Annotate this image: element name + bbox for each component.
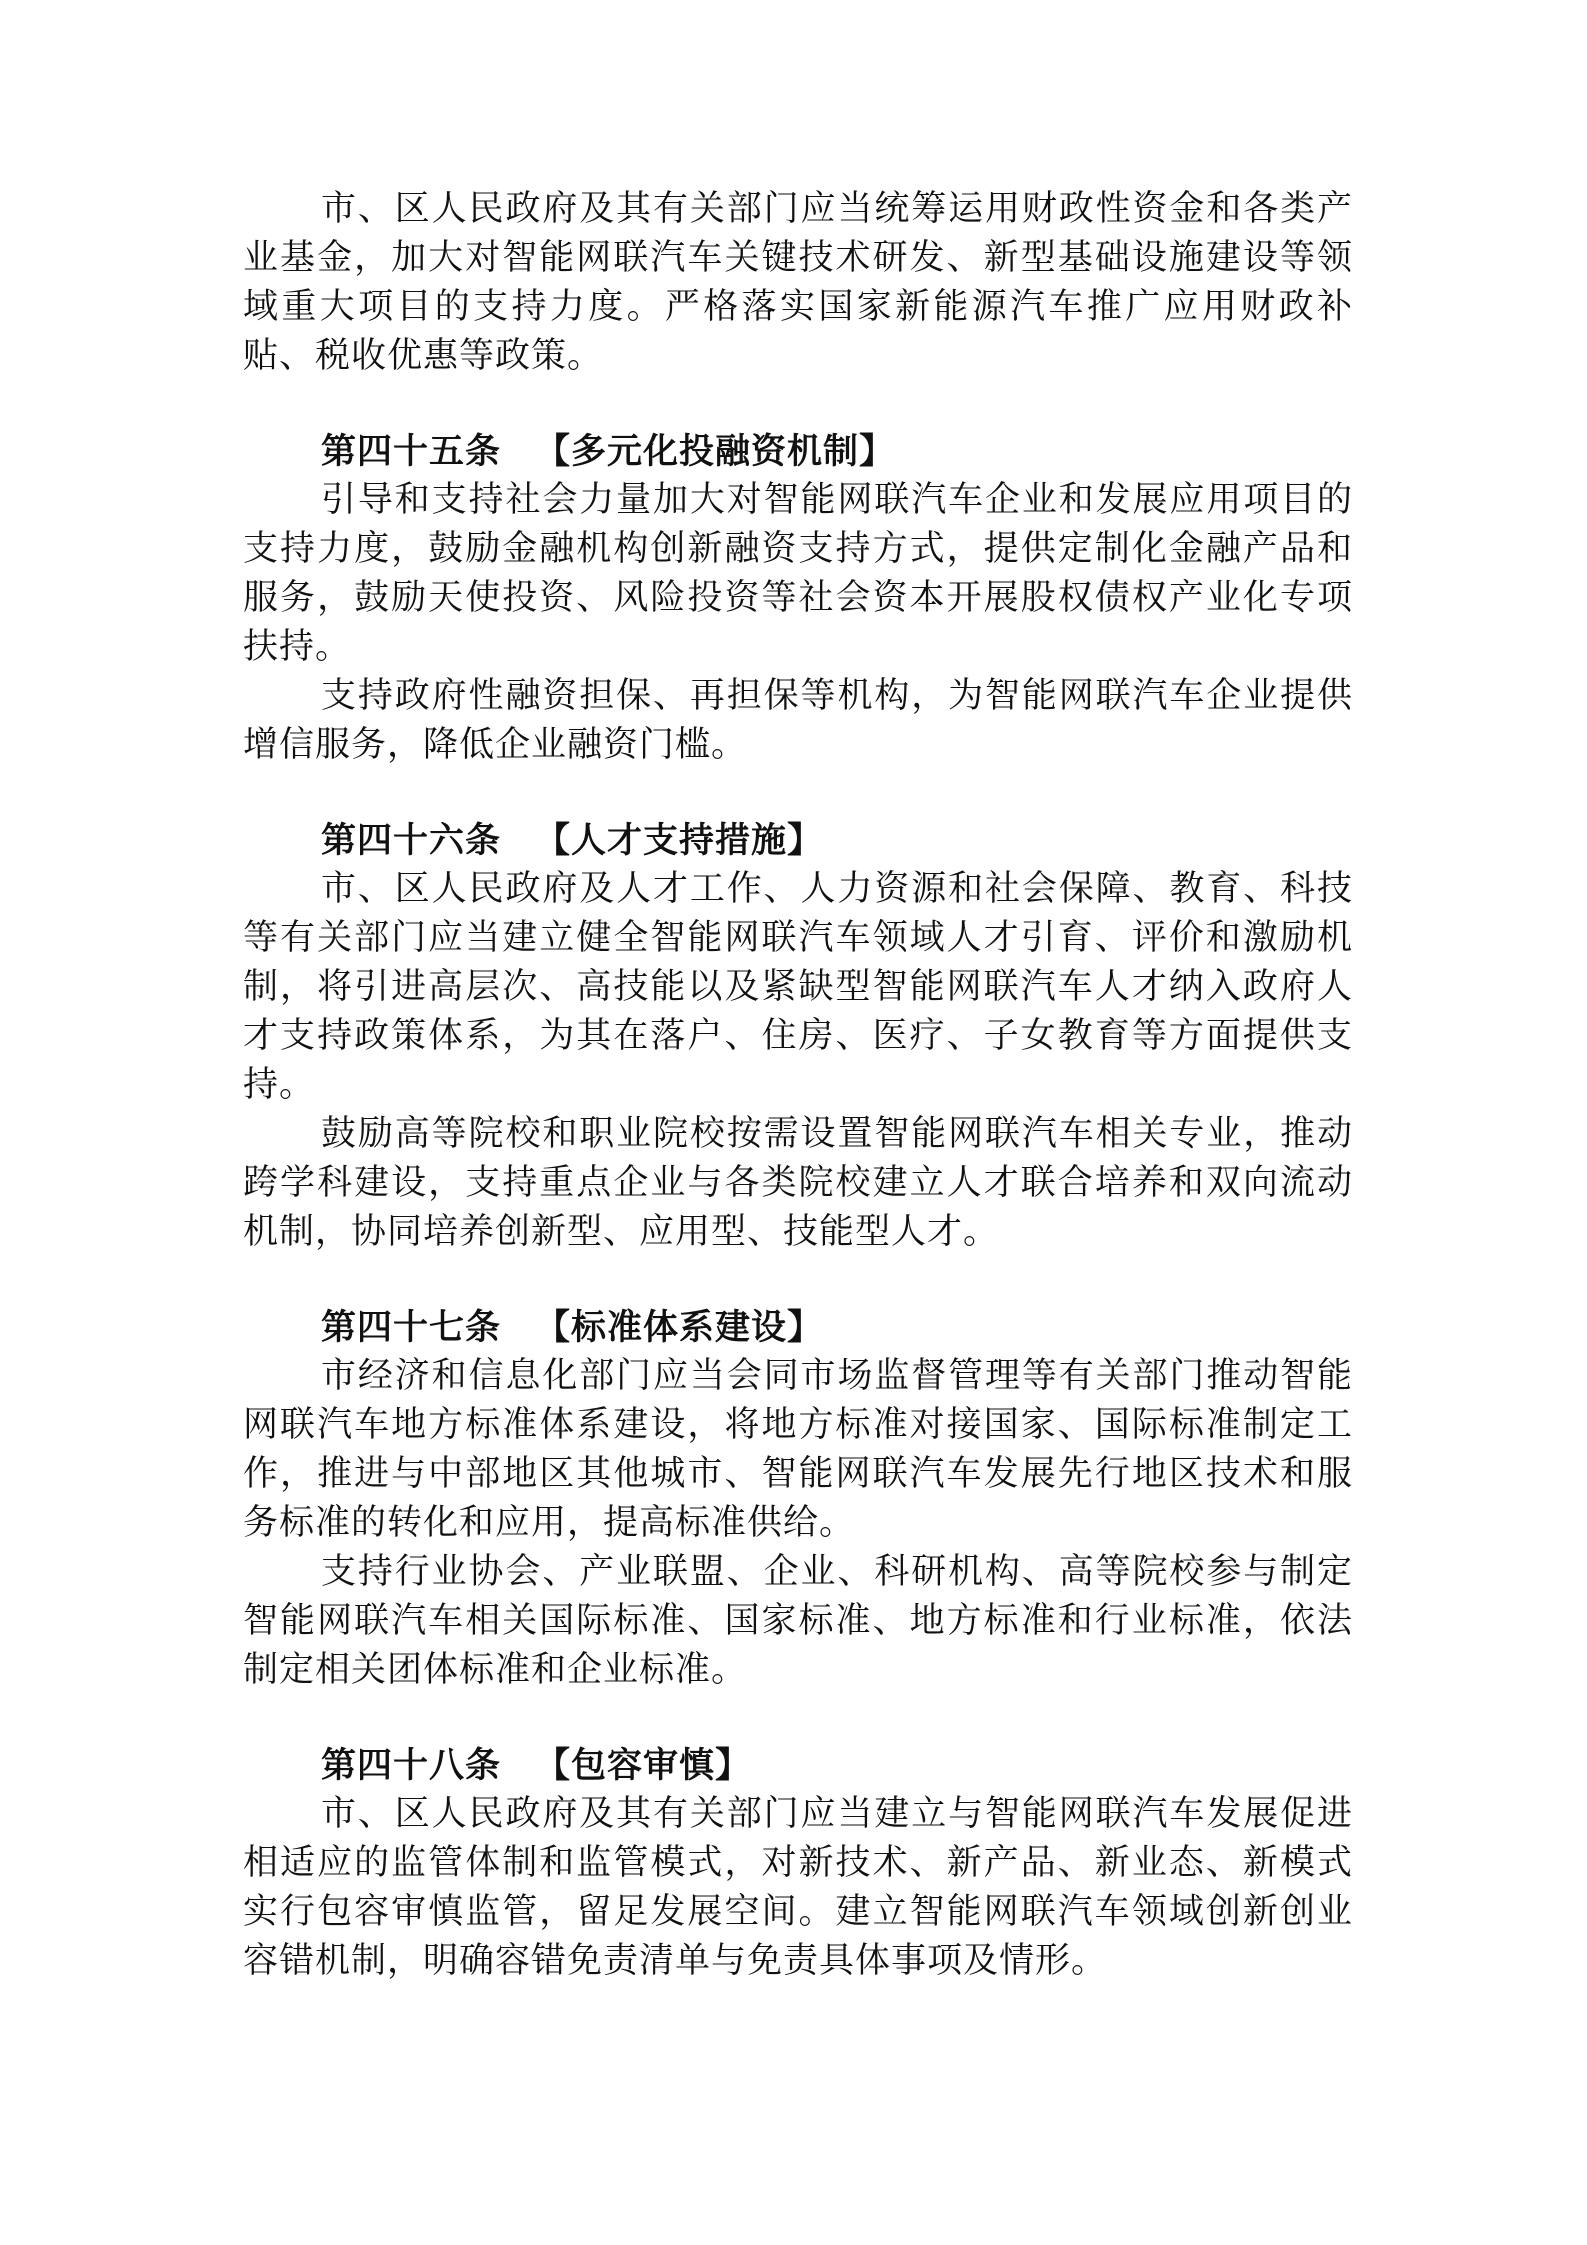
article-heading [243, 427, 1353, 476]
article-48 [243, 1741, 1353, 1986]
article-title: 【包容审慎】 [535, 1745, 752, 1786]
article-paragraph: 市、区人民政府及其有关部门应当建立与智能网联汽车发展促进相适应的监管体制和监管模式，对新技术、新产品、新业态、新模式实行包容审慎监管，留足发展空间。建立智能网联汽车领域创新创业容错机制，明确容错免责清单与免责具体事项及情形。 [243, 1794, 1353, 1981]
intro-paragraph: 市、区人民政府及其有关部门应当统筹运用财政性资金和各类产业基金，加大对智能网联汽车关键技术研发、新型基础设施建设等领域重大项目的支持力度。严格落实国家新能源汽车推广应用财政补贴、税收优惠等政策。 [243, 189, 1353, 376]
article-number: 第四十七条 [321, 1307, 502, 1348]
article-title: 【标准体系建设】 [535, 1307, 824, 1348]
article-number: 第四十六条 [321, 820, 502, 861]
article-paragraph: 市经济和信息化部门应当会同市场监督管理等有关部门推动智能网联汽车地方标准体系建设，将地方标准对接国家、国际标准制定工作，推进与中部地区其他城市、智能网联汽车发展先行地区技术和服务标准的转化和应用，提高标准供给。 [243, 1356, 1353, 1543]
article-paragraph: 支持政府性融资担保、再担保等机构，为智能网联汽车企业提供增信服务，降低企业融资门槛。 [243, 676, 1353, 765]
article-heading [243, 816, 1353, 865]
article-paragraph: 引导和支持社会力量加大对智能网联汽车企业和发展应用项目的支持力度，鼓励金融机构创新融资支持方式，提供定制化金融产品和服务，鼓励天使投资、风险投资等社会资本开展股权债权产业化专项扶持。 [243, 480, 1353, 667]
intro-section [243, 185, 1353, 381]
article-heading [243, 1303, 1353, 1352]
article-paragraph: 市、区人民政府及人才工作、人力资源和社会保障、教育、科技等有关部门应当建立健全智能网联汽车领域人才引育、评价和激励机制，将引进高层次、高技能以及紧缺型智能网联汽车人才纳入政府人才支持政策体系，为其在落户、住房、医疗、子女教育等方面提供支持。 [243, 869, 1353, 1105]
article-heading [243, 1741, 1353, 1790]
article-paragraph: 支持行业协会、产业联盟、企业、科研机构、高等院校参与制定智能网联汽车相关国际标准、国家标准、地方标准和行业标准，依法制定相关团体标准和企业标准。 [243, 1552, 1353, 1690]
article-title: 【多元化投融资机制】 [535, 431, 896, 472]
article-number: 第四十五条 [321, 431, 502, 472]
article-number: 第四十八条 [321, 1745, 502, 1786]
document-page [243, 185, 1353, 1986]
article-paragraph: 鼓励高等院校和职业院校按需设置智能网联汽车相关专业，推动跨学科建设，支持重点企业与各类院校建立人才联合培养和双向流动机制，协同培养创新型、应用型、技能型人才。 [243, 1114, 1353, 1252]
article-46 [243, 816, 1353, 1257]
article-45 [243, 427, 1353, 770]
article-title: 【人才支持措施】 [535, 820, 824, 861]
article-47 [243, 1303, 1353, 1695]
